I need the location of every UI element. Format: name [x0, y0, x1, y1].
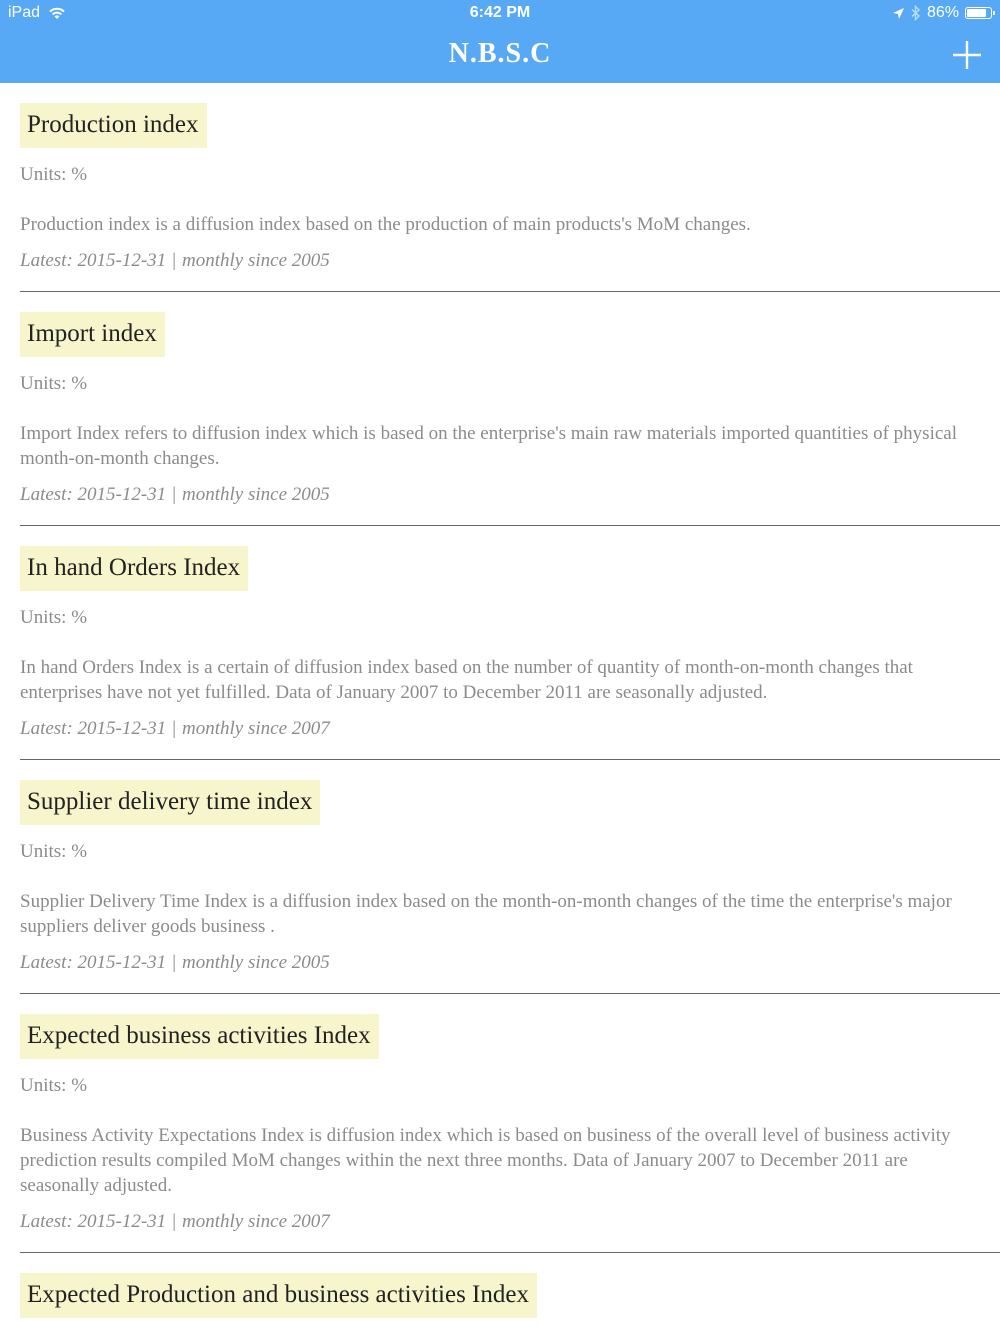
list-item[interactable] [20, 292, 1000, 526]
list-item[interactable] [20, 1253, 1000, 1318]
item-latest: Latest: 2015-12-31 [20, 250, 167, 271]
item-description: Business Activity Expectations Index is diffusion index which is based on business of the overall level of business activity prediction results compiled MoM changes within the next three months. Data of January 2007 to December 2011 are seasonally adjusted. [20, 1125, 951, 1196]
item-frequency: monthly since 2005 [182, 952, 330, 973]
item-latest: Latest: 2015-12-31 [20, 484, 167, 505]
location-arrow-icon [892, 7, 905, 20]
item-title: Import index [20, 312, 165, 357]
list-item[interactable] [20, 994, 1000, 1253]
list-item[interactable] [20, 83, 1000, 292]
item-meta [20, 1211, 1000, 1233]
item-description: In hand Orders Index is a certain of diffusion index based on the number of quantity of month-on-month changes that enterprises have not yet fulfilled. Data of January 2007 to December 2011 are seasonally adjusted. [20, 657, 913, 703]
item-meta [20, 718, 1000, 740]
status-time: 6:42 PM [469, 4, 531, 21]
item-units: Units: % [20, 373, 88, 394]
item-title: Production index [20, 103, 207, 148]
item-meta [20, 952, 1000, 974]
item-frequency: monthly since 2005 [182, 484, 330, 505]
item-latest: Latest: 2015-12-31 [20, 952, 167, 973]
list-item[interactable] [20, 526, 1000, 760]
list-item[interactable] [20, 760, 1000, 994]
item-units: Units: % [20, 1075, 88, 1096]
page-title: N.B.S.C [448, 38, 552, 69]
item-units: Units: % [20, 841, 88, 862]
meta-separator: | [172, 484, 176, 505]
status-bar [0, 0, 1000, 28]
item-title: Expected Production and business activities Index [20, 1273, 537, 1318]
battery-percent: 86% [926, 4, 959, 21]
battery-icon [965, 7, 992, 19]
item-title: Expected business activities Index [20, 1014, 379, 1059]
meta-separator: | [172, 250, 176, 271]
item-latest: Latest: 2015-12-31 [20, 1211, 167, 1232]
meta-separator: | [172, 1211, 176, 1232]
device-label: iPad [8, 4, 41, 21]
item-meta [20, 484, 1000, 506]
item-description: Production index is a diffusion index based on the production of main products's MoM changes. [20, 214, 751, 235]
item-description: Import Index refers to diffusion index which is based on the enterprise's main raw materials imported quantities of physical month-on-month changes. [20, 423, 957, 469]
item-meta [20, 250, 1000, 272]
item-units: Units: % [20, 607, 88, 628]
item-frequency: monthly since 2007 [182, 1211, 330, 1232]
item-description: Supplier Delivery Time Index is a diffusion index based on the month-on-month changes of the time the enterprise's major suppliers deliver goods business . [20, 891, 952, 937]
index-list [0, 83, 1000, 1318]
item-frequency: monthly since 2005 [182, 250, 330, 271]
add-button[interactable] [950, 38, 984, 72]
item-latest: Latest: 2015-12-31 [20, 718, 167, 739]
item-title: Supplier delivery time index [20, 780, 320, 825]
item-units: Units: % [20, 164, 88, 185]
meta-separator: | [172, 718, 176, 739]
top-bar [0, 0, 1000, 83]
bluetooth-icon [911, 5, 921, 21]
meta-separator: | [172, 952, 176, 973]
item-title: In hand Orders Index [20, 546, 248, 591]
item-frequency: monthly since 2007 [182, 718, 330, 739]
